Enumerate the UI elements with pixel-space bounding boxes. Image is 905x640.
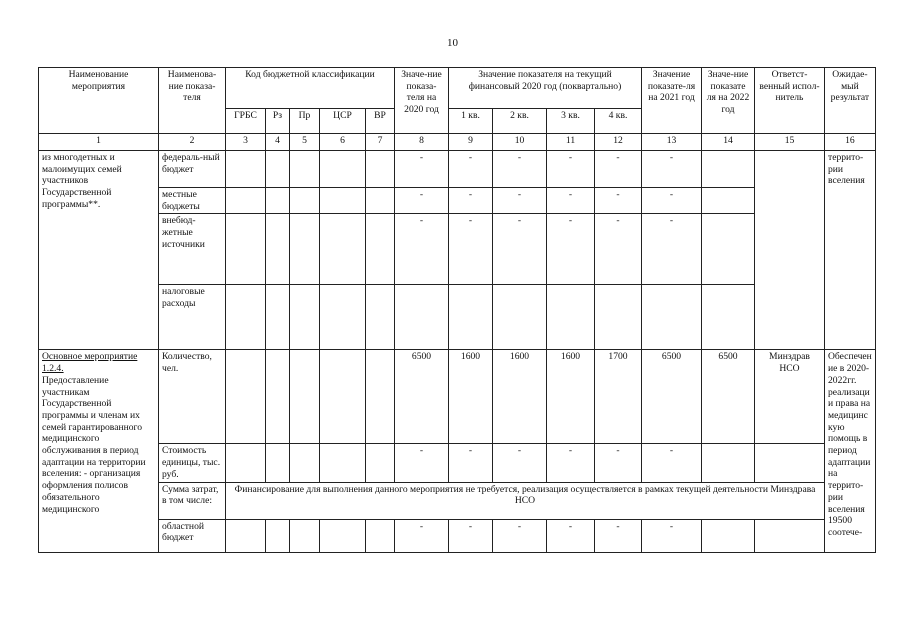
header-q4: 4 кв.: [595, 109, 642, 134]
value-cell: -: [642, 188, 702, 214]
value-cell: -: [493, 444, 547, 482]
indicator-name: местные бюджеты: [159, 188, 226, 214]
col-number: 3: [226, 134, 266, 151]
value-cell: -: [395, 444, 449, 482]
indicator-name: областной бюджет: [159, 519, 226, 552]
value-q3: 1600: [547, 350, 595, 444]
header-row-1: [39, 68, 876, 109]
value-cell: -: [595, 188, 642, 214]
value-cell: -: [449, 214, 493, 285]
col-number: 4: [266, 134, 290, 151]
table-row: [39, 444, 876, 482]
value-cell: -: [595, 151, 642, 188]
value-2021: 6500: [642, 350, 702, 444]
header-value-2022: Значе-ние показате ля на 2022 год: [702, 68, 755, 134]
indicator-name: Сумма затрат, в том числе:: [159, 482, 226, 519]
col-number: 9: [449, 134, 493, 151]
table-row: [39, 482, 876, 519]
indicator-name: федераль-ный бюджет: [159, 151, 226, 188]
col-number: 10: [493, 134, 547, 151]
value-cell: -: [493, 188, 547, 214]
col-number: 6: [320, 134, 366, 151]
value-cell: -: [449, 519, 493, 552]
value-cell: -: [395, 151, 449, 188]
table-row: [39, 214, 876, 285]
indicator-name: внебюд-жетные источники: [159, 214, 226, 285]
value-cell: -: [395, 519, 449, 552]
value-cell: -: [642, 151, 702, 188]
indicator-name: Количество, чел.: [159, 350, 226, 444]
value-cell: -: [595, 519, 642, 552]
value-cell: -: [595, 444, 642, 482]
col-number: 11: [547, 134, 595, 151]
col-number: 5: [290, 134, 320, 151]
value-2020: 6500: [395, 350, 449, 444]
header-value-2020: Значе-ние показа-теля на 2020 год: [395, 68, 449, 134]
value-cell: -: [642, 519, 702, 552]
event-description: [39, 350, 159, 552]
indicator-name: налоговые расходы: [159, 285, 226, 350]
event-text: Предоставление участникам Государственной программы и членам их семей гарантированного медицинского обслуживания в период адаптации на территории вселения: - организация оформления полисов обязательного медицинского: [42, 374, 146, 515]
header-responsible: Ответст-венный испол-нитель: [755, 68, 825, 134]
col-number: 15: [755, 134, 825, 151]
page-number: 10: [447, 37, 458, 49]
col-number: 8: [395, 134, 449, 151]
header-budget-code: Код бюджетной классификации: [226, 68, 395, 109]
value-cell: -: [493, 214, 547, 285]
col-number: 16: [825, 134, 876, 151]
expected-result: Обеспечен ие в 2020-2022гг. реализаци и права на медицинс кую помощь в период адаптации на террито-рии вселения 19500 соотече-: [825, 350, 876, 552]
value-cell: -: [493, 519, 547, 552]
col-number: 12: [595, 134, 642, 151]
value-cell: -: [547, 444, 595, 482]
value-cell: -: [547, 151, 595, 188]
header-rz: Рз: [266, 109, 290, 134]
value-q1: 1600: [449, 350, 493, 444]
value-cell: -: [449, 444, 493, 482]
value-cell: -: [449, 188, 493, 214]
value-cell: -: [395, 188, 449, 214]
responsible-executor: Минздрав НСО: [755, 350, 825, 444]
col-number: 7: [366, 134, 395, 151]
table-row: [39, 188, 876, 214]
header-csr: ЦСР: [320, 109, 366, 134]
financing-note: Финансирование для выполнения данного мероприятия не требуется, реализация осуществляется в рамках текущей деятельности Минздрава НСО: [226, 482, 825, 519]
value-q2: 1600: [493, 350, 547, 444]
event-description: из многодетных и малоимущих семей участников Государственной программы**.: [39, 151, 159, 350]
table-row: [39, 285, 876, 350]
header-value-2021: Значение показате-ля на 2021 год: [642, 68, 702, 134]
value-2022: 6500: [702, 350, 755, 444]
header-vr: ВР: [366, 109, 395, 134]
header-indicator-name: Наименова-ние показа-теля: [159, 68, 226, 134]
value-cell: -: [395, 214, 449, 285]
table-row: [39, 350, 876, 444]
header-expected-result: Ожидае-мый результат: [825, 68, 876, 134]
event-title: Основное мероприятие 1.2.4.: [42, 351, 138, 375]
col-number: 13: [642, 134, 702, 151]
value-cell: -: [449, 151, 493, 188]
value-cell: -: [595, 214, 642, 285]
header-current-year: Значение показателя на текущий финансовый 2020 год (поквартально): [449, 68, 642, 109]
header-grbs: ГРБС: [226, 109, 266, 134]
column-numbers-row: [39, 134, 876, 151]
header-q3: 3 кв.: [547, 109, 595, 134]
header-pr: Пр: [290, 109, 320, 134]
value-cell: -: [642, 444, 702, 482]
table-row: [39, 151, 876, 188]
value-cell: -: [547, 519, 595, 552]
header-q1: 1 кв.: [449, 109, 493, 134]
col-number: 2: [159, 134, 226, 151]
col-number: 14: [702, 134, 755, 151]
header-event-name: Наименование мероприятия: [39, 68, 159, 134]
expected-result: террито-рии вселения: [825, 151, 876, 350]
value-cell: -: [547, 214, 595, 285]
col-number: 1: [39, 134, 159, 151]
value-cell: -: [547, 188, 595, 214]
table-row: [39, 519, 876, 552]
value-cell: -: [642, 214, 702, 285]
value-cell: -: [493, 151, 547, 188]
program-table: [38, 67, 876, 553]
indicator-name: Стоимость единицы, тыс. руб.: [159, 444, 226, 482]
value-q4: 1700: [595, 350, 642, 444]
header-q2: 2 кв.: [493, 109, 547, 134]
